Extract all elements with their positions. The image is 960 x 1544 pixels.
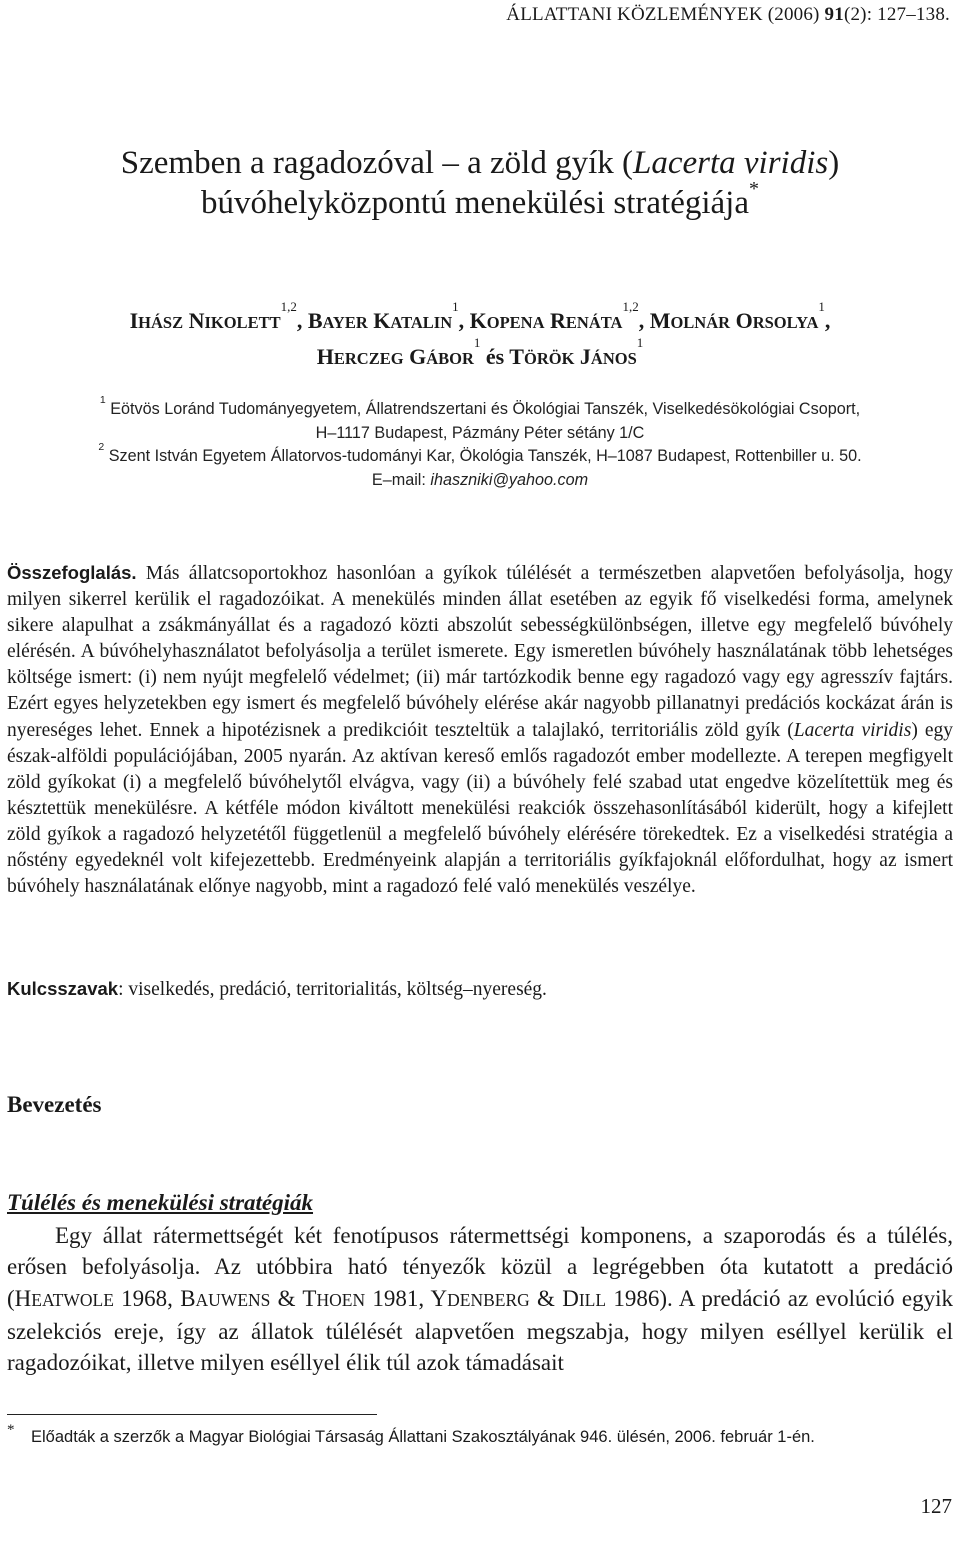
subsection-heading: Túlélés és menekülési stratégiák [7, 1190, 314, 1215]
affiliation-1-address: H–1117 Budapest, Pázmány Péter sétány 1/C [315, 423, 645, 442]
keywords: Kulcsszavak: viselkedés, predáció, territorialitás, költség–nyereség. [7, 978, 547, 1000]
footnote-rule [7, 1414, 377, 1415]
page-number: 127 [920, 1494, 952, 1518]
author: MOLNÁR ORSOLYA$^1$, [649, 299, 831, 333]
author: TÖRÖK JÁNOS$^1$ [509, 335, 644, 369]
footnote: * Előadták a szerzők a Magyar Biológiai Társaság Állattani Szakosztályának 946. ülésén, 2006. február 1-én. [7, 1422, 815, 1446]
title-footnote-mark: * [749, 178, 759, 200]
email-address[interactable]: ihaszniki@yahoo.com [430, 470, 589, 489]
affiliation-1: $^1$ Eötvös Loránd Tudományegyetem, Állatrendszertani és Ökológiai Tanszék, Viselkedésökológiai Csoport, [99, 394, 861, 418]
title-line-1: Szemben a ragadozóval – a zöld gyík (Lacerta viridis) [120, 145, 840, 181]
citation: YDENBERG & DILL 1986). [430, 1285, 679, 1311]
email-line: E–mail: ihaszniki@yahoo.com [371, 470, 589, 489]
section-heading: Bevezetés [7, 1092, 102, 1117]
affiliations [10, 394, 950, 492]
author: BAYER KATALIN$^1$, [307, 299, 470, 333]
citation: HEATWOLE 1968, [14, 1285, 181, 1311]
keywords-label: Kulcsszavak [7, 978, 119, 999]
title-line-2: búvóhelyközpontú menekülési stratégiája* [200, 178, 759, 221]
body-paragraph: Egy állat rátermettségét két fenotípusos rátermettségi komponens, a szaporodás és a túlélés, erősen befolyásolja. Az utóbbira ható tényezők közül a legrégebben óta kutatott a predáció (HEATWOLE 1968, BAUWENS & THOEN 1981, YDENBERG & DILL 1986). A predáció az evolúció egyik szelekciós ereje, így az állatok túlélését alapvetően megszabja, hogy milyen eséllyel kerülik el ragadozóikat, illetve milyen eséllyel élik túl azok támadásait [7, 1223, 954, 1376]
running-header [506, 4, 950, 26]
author: IHÁSZ NIKOLETT$^{1,2}$, [129, 299, 308, 333]
footnote-mark: * [7, 1422, 15, 1438]
page-range: (2): 127–138. [843, 4, 950, 25]
species-name: Lacerta viridis [632, 145, 829, 181]
abstract: Összefoglalás. Más állatcsoportokhoz hasonlóan a gyíkok túlélését a természetben alapvetően befolyásolja, hogy milyen sikerrel kerülik el ragadozóikat. A menekülés minden állat esetében az egyik fő viselkedési forma, amelynek sikere alapulhat a zsákmányállat és a ragadozó közti abszolút sebességkülönbségen, illetve egy megfelelő búvóhely elérésén. A búvóhelyhasználatot befolyásolja a terület ismerete. Egy ismeretlen búvóhely használatának több lehetséges költsége ismert: (i) nem nyújt megfelelő védelmet; (ii) már tartózkodik benne egy ragadozó vagy egy agresszív fajtárs. Ezért egyes helyzetekben egy ismert és megfelelő búvóhely elérése akár nagyobb pillanatnyi predációs kockázat árán is nyereséges lehet. Ennek a hipotézisnek a predikcióit teszteltük a talajlakó, territoriális zöld gyík (Lacerta viridis) egy észak-alföldi populációjában, 2005 nyarán. Az aktívan kereső emlős ragadozót ember modellezte. A terepen megfigyelt zöld gyíkokat (i) a megfelelő búvóhelytől elvágva, vagy (ii) a búvóhely felé szabad utat engedve közelítettük meg és késztettük menekülésre. A kétféle módon kiváltott menekülési reakciók összehasonlításából kiderült, hogy a kifejlett zöld gyíkok a ragadozó helyzetétől függetlenül a megfelelő búvóhely elérésére törekedtek. Ez a viselkedési stratégia a nőstény egyedeknél volt kifejezettebb. Eredményeink alapján a territoriális gyíkfajoknál előfordulhat, hogy az ismert búvóhely használatának előnye nagyobb, mint a ragadozó felé való menekülés veszélye. [7, 562, 954, 898]
citation: BAUWENS & THOEN 1981, [180, 1285, 431, 1311]
abstract-label: Összefoglalás. [7, 562, 137, 583]
journal-name: ÁLLATTANI KÖZLEMÉNYEK (2006) [506, 4, 825, 25]
author-list [40, 299, 920, 376]
affiliation-2: $^2$ Szent István Egyetem Állatorvos-tudományi Kar, Ökológia Tanszék, H–1087 Budapest, Rottenbiller u. 50. [98, 441, 862, 465]
volume-number: 91 [824, 4, 844, 25]
paper-title [40, 143, 920, 223]
author: HERCZEG GÁBOR$^1$ és [316, 335, 510, 369]
author: KOPENA RENÁTA$^{1,2}$, [469, 299, 650, 333]
